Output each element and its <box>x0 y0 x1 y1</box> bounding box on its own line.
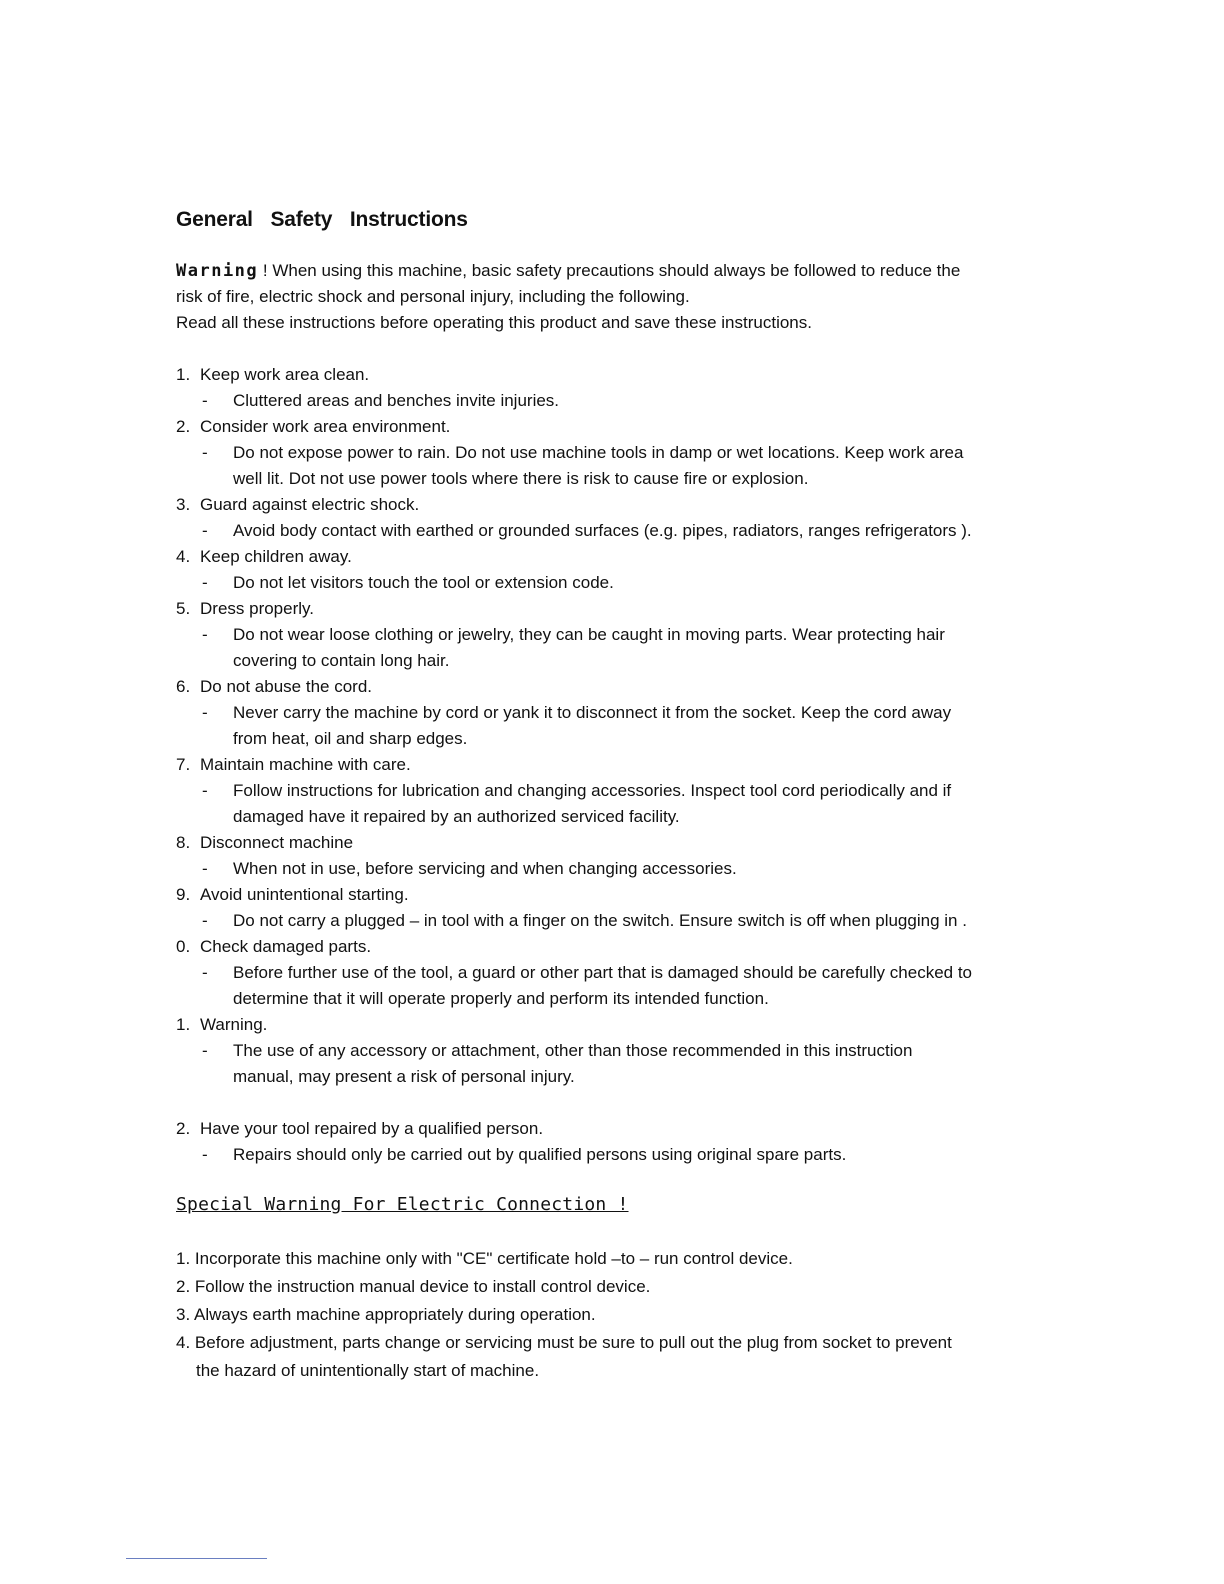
list-subitem: - Before further use of the tool, a guard or other part that is damaged should be carefully checked to determine that it will operate properly and perform its intended function. <box>202 963 973 1008</box>
document-page <box>176 208 1036 1385</box>
list-subitem: - Do not carry a plugged – in tool with a finger on the switch. Ensure switch is off when plugging in . <box>202 911 967 930</box>
list-subitem: - Do not expose power to rain. Do not use machine tools in damp or wet locations. Keep work area well lit. Dot not use power tools where there is risk to cause fire or explosion. <box>202 443 964 488</box>
list-item: 3. Always earth machine appropriately during operation. <box>176 1305 596 1324</box>
list-item: 2. Have your tool repaired by a qualified person. <box>176 1119 544 1138</box>
list-item-continuation: the hazard of unintentionally start of machine. <box>196 1361 540 1380</box>
list-subitem: - Cluttered areas and benches invite injuries. <box>202 391 560 410</box>
intro-line-2: risk of fire, electric shock and personal injury, including the following. <box>176 287 690 306</box>
list-item: 2. Consider work area environment. <box>176 417 451 436</box>
list-item: 8. Disconnect machine <box>176 833 354 852</box>
list-subitem: - Do not let visitors touch the tool or extension code. <box>202 573 614 592</box>
list-item: 9. Avoid unintentional starting. <box>176 885 409 904</box>
intro-paragraph <box>176 258 1036 336</box>
list-item: 0. Check damaged parts. <box>176 937 372 956</box>
list-item: 3. Guard against electric shock. <box>176 495 420 514</box>
list-item: 2. Follow the instruction manual device to install control device. <box>176 1277 651 1296</box>
warning-label: Warning <box>176 261 259 281</box>
spacer <box>176 1090 1036 1116</box>
list-item: 1. Incorporate this machine only with "CE" certificate hold –to – run control device. <box>176 1249 793 1268</box>
list-item: 5. Dress properly. <box>176 599 314 618</box>
safety-list <box>176 362 1036 1168</box>
list-subitem: - Do not wear loose clothing or jewelry, they can be caught in moving parts. Wear protecting hair covering to contain long hair. <box>202 625 945 670</box>
list-subitem: - Repairs should only be carried out by qualified persons using original spare parts. <box>202 1145 847 1164</box>
list-subitem: - Never carry the machine by cord or yank it to disconnect it from the socket. Keep the cord away from heat, oil and sharp edges. <box>202 703 952 748</box>
list-item: 7. Maintain machine with care. <box>176 755 411 774</box>
intro-line-3: Read all these instructions before operating this product and save these instructions. <box>176 313 812 332</box>
list-subitem: - The use of any accessory or attachment, other than those recommended in this instruction manual, may present a risk of personal injury. <box>202 1041 913 1086</box>
special-warning-heading: Special Warning For Electric Connection ! <box>176 1194 629 1215</box>
list-subitem: - Follow instructions for lubrication and changing accessories. Inspect tool cord periodically and if damaged have it repaired by an authorized serviced facility. <box>202 781 952 826</box>
page-title: General Safety Instructions <box>176 208 468 231</box>
list-subitem: - Avoid body contact with earthed or grounded surfaces (e.g. pipes, radiators, ranges refrigerators ). <box>202 521 972 540</box>
special-warning-list <box>176 1245 1036 1385</box>
list-item: 1. Keep work area clean. <box>176 365 370 384</box>
warning-text: ! When using this machine, basic safety precautions should always be followed to reduce the <box>258 261 961 280</box>
intro-line-1 <box>176 258 1036 284</box>
list-subitem: - When not in use, before servicing and when changing accessories. <box>202 859 737 878</box>
list-item: 4. Keep children away. <box>176 547 352 566</box>
list-item: 4. Before adjustment, parts change or servicing must be sure to pull out the plug from socket to prevent <box>176 1333 952 1352</box>
list-item: 1. Warning. <box>176 1015 268 1034</box>
list-item: 6. Do not abuse the cord. <box>176 677 373 696</box>
footer-rule <box>126 1558 267 1559</box>
